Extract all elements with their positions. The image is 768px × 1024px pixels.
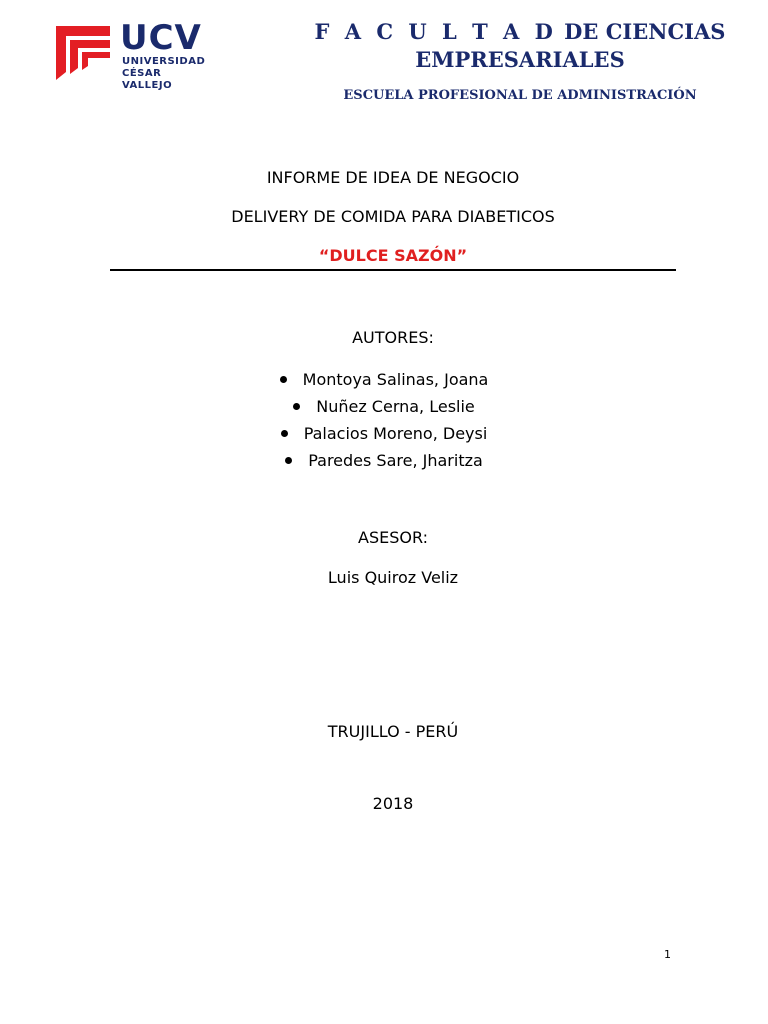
bullet-icon xyxy=(280,376,287,383)
logo-university-line: UNIVERSIDAD xyxy=(122,56,206,67)
faculty-line2: EMPRESARIALES xyxy=(415,47,625,72)
list-item xyxy=(0,393,768,420)
faculty-title xyxy=(310,18,730,74)
list-item xyxy=(0,366,768,393)
advisor-label: ASESOR: xyxy=(358,528,428,547)
author-name: Montoya Salinas, Joana xyxy=(302,370,489,389)
author-name: Paredes Sare, Jharitza xyxy=(308,451,483,470)
faculty-spaced-word: F A C U L T A D xyxy=(314,19,557,44)
page-number: 1 xyxy=(664,948,671,961)
bullet-icon xyxy=(281,430,288,437)
report-type: INFORME DE IDEA DE NEGOCIO xyxy=(266,168,520,187)
year: 2018 xyxy=(372,794,414,813)
brand-name: “DULCE SAZÓN” xyxy=(318,246,468,265)
authors-list xyxy=(0,366,768,474)
title-divider xyxy=(110,269,676,271)
authors-label: AUTORES: xyxy=(352,328,434,347)
school-name: ESCUELA PROFESIONAL DE ADMINISTRACIÓN xyxy=(343,88,697,103)
logo-wordmark: UCV xyxy=(120,18,202,58)
faculty-rest: DE CIENCIAS xyxy=(564,19,726,44)
ucv-emblem-icon xyxy=(54,22,112,82)
bullet-icon xyxy=(293,403,300,410)
list-item xyxy=(0,420,768,447)
author-name: Palacios Moreno, Deysi xyxy=(303,424,488,443)
report-subject: DELIVERY DE COMIDA PARA DIABETICOS xyxy=(231,207,555,226)
list-item xyxy=(0,447,768,474)
logo-name-line: CÉSAR VALLEJO xyxy=(122,68,173,91)
bullet-icon xyxy=(285,457,292,464)
author-name: Nuñez Cerna, Leslie xyxy=(316,397,475,416)
ucv-logo xyxy=(54,18,214,91)
location: TRUJILLO - PERÚ xyxy=(327,722,459,741)
advisor-name: Luis Quiroz Veliz xyxy=(327,568,459,587)
